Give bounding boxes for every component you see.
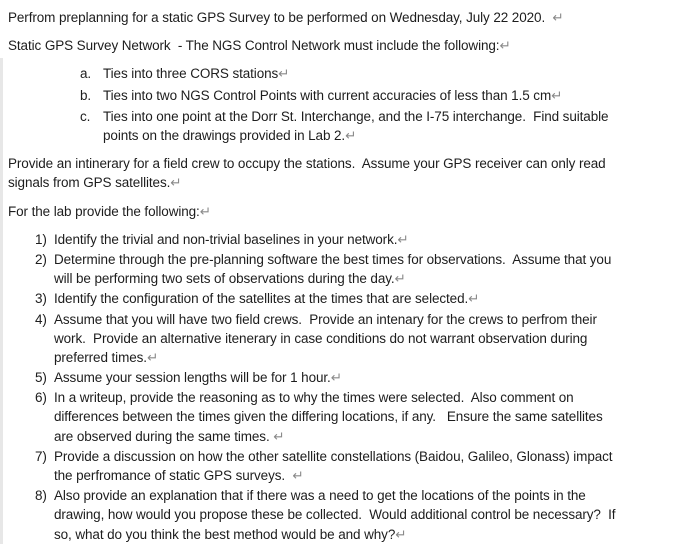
- list-marker: 7): [35, 448, 47, 464]
- list-item-text: Ties into three CORS stations: [103, 66, 279, 82]
- list-item-text: Ties into two NGS Control Points with current accuracies of less than 1.5 cm: [103, 87, 552, 103]
- list-marker: a.: [80, 66, 92, 82]
- list-item: [8, 447, 668, 485]
- list-item-text: Ties into one point at the Dorr St. Interchange, and the I-75 interchange. Find suitable: [103, 108, 609, 124]
- return-mark-icon: ↵: [330, 370, 343, 386]
- list-item-text: Also provide an explanation that if there was a need to get the locations of the points in the: [54, 488, 586, 504]
- list-marker: 8): [35, 488, 47, 504]
- return-mark-icon: ↵: [292, 468, 304, 484]
- list-item: [8, 107, 668, 145]
- list-item: [8, 388, 668, 446]
- text-line: [54, 368, 668, 387]
- text-line: [54, 427, 668, 446]
- text-line: [103, 107, 668, 126]
- paragraph-text: Provide an intinerary for a field crew to occupy the stations. Assume your GPS receiver can only read: [8, 156, 606, 172]
- list-item-text: Identify the trivial and non-trivial baselines in your network.: [54, 231, 398, 247]
- lettered-list: [8, 64, 668, 145]
- page-left-edge: [0, 58, 3, 544]
- text-line: [54, 230, 668, 249]
- list-item: [8, 230, 668, 249]
- return-mark-icon: ↵: [499, 38, 511, 54]
- return-mark-icon: ↵: [397, 231, 409, 247]
- list-marker: 1): [35, 231, 47, 247]
- return-mark-icon: ↵: [146, 349, 159, 365]
- list-item-text: will be performing two sets of observations during the day.: [54, 271, 395, 287]
- text-line: [8, 173, 668, 192]
- list-marker: 5): [35, 370, 47, 386]
- text-line: [54, 447, 668, 466]
- list-item-text: so, what do you think the best method would be and why?: [54, 526, 396, 542]
- list-item-text: points on the drawings provided in Lab 2.: [103, 127, 346, 143]
- text-line: [54, 269, 668, 288]
- list-item: [8, 250, 668, 288]
- list-marker: c.: [80, 108, 91, 124]
- text-line: [8, 154, 668, 173]
- return-mark-icon: ↵: [199, 203, 212, 219]
- return-mark-icon: ↵: [273, 428, 285, 444]
- paragraph-text: For the lab provide the following:: [8, 203, 200, 219]
- list-item-text: are observed during the same times.: [54, 428, 274, 444]
- list-item: [8, 289, 668, 308]
- list-item-text: differences between the times given the differing locations, if any. Ensure the same satellites: [54, 409, 603, 425]
- list-marker: 6): [35, 390, 47, 406]
- list-item: [8, 64, 668, 83]
- text-line: [103, 86, 668, 105]
- text-line: [54, 505, 668, 524]
- return-mark-icon: ↵: [395, 526, 407, 542]
- text-line: [54, 486, 668, 505]
- paragraph: [8, 8, 668, 27]
- paragraph-text: Static GPS Survey Network - The NGS Control Network must include the following:: [8, 38, 500, 54]
- list-item-text: work. Provide an alternative itenerary in case conditions do not warrant observation during: [54, 330, 588, 346]
- list-item-text: drawing, how would you propose these be collected. Would additional control be necessary? If: [54, 507, 616, 523]
- text-line: [103, 64, 668, 83]
- return-mark-icon: ↵: [551, 87, 563, 103]
- text-line: [103, 126, 668, 145]
- text-line: [54, 310, 668, 329]
- return-mark-icon: ↵: [468, 291, 480, 307]
- text-line: [54, 289, 668, 308]
- numbered-list: [8, 230, 668, 544]
- return-mark-icon: ↵: [278, 66, 290, 82]
- paragraph-text: signals from GPS satellites.: [8, 175, 171, 191]
- text-line: [54, 388, 668, 407]
- paragraph-text: Perfrom preplanning for a static GPS Survey to be performed on Wednesday, July 22 2020.: [8, 10, 553, 25]
- text-line: [54, 250, 668, 269]
- text-line: [8, 36, 668, 55]
- text-line: [54, 348, 668, 367]
- list-marker: b.: [80, 87, 92, 103]
- list-item: [8, 368, 668, 387]
- list-item-text: Determine through the pre-planning software the best times for observations. Assume that you: [54, 251, 612, 267]
- list-item-text: the perfromance of static GPS surveys.: [54, 468, 293, 484]
- list-marker: 4): [35, 311, 47, 327]
- document-body[interactable]: [8, 8, 668, 553]
- list-marker: 2): [35, 251, 47, 267]
- list-item-text: Identify the configuration of the satellites at the times that are selected.: [54, 291, 469, 307]
- paragraph: [8, 202, 668, 221]
- list-item: [8, 310, 668, 368]
- paragraph: [8, 36, 668, 55]
- text-line: [8, 202, 668, 221]
- text-line: [54, 329, 668, 348]
- list-item-text: Assume your session lengths will be for 1 hour.: [54, 370, 331, 386]
- return-mark-icon: ↵: [552, 10, 564, 25]
- text-line: [54, 525, 668, 544]
- list-item-text: preferred times.: [54, 349, 147, 365]
- list-marker: 3): [35, 291, 47, 307]
- list-item-text: Assume that you will have two field crews. Provide an intenary for the crews to perfrom their: [54, 311, 597, 327]
- list-item-text: Provide a discussion on how the other satellite constellations (Baidou, Galileo, Glonass) impact: [54, 448, 613, 464]
- return-mark-icon: ↵: [170, 175, 182, 191]
- paragraph: [8, 154, 668, 192]
- text-line: [54, 407, 668, 426]
- return-mark-icon: ↵: [394, 271, 406, 287]
- list-item-text: In a writeup, provide the reasoning as to why the times were selected. Also comment on: [54, 390, 574, 406]
- list-item: [8, 86, 668, 105]
- text-line: [54, 466, 668, 485]
- text-line: [8, 8, 668, 27]
- return-mark-icon: ↵: [345, 127, 357, 143]
- list-item: [8, 486, 668, 544]
